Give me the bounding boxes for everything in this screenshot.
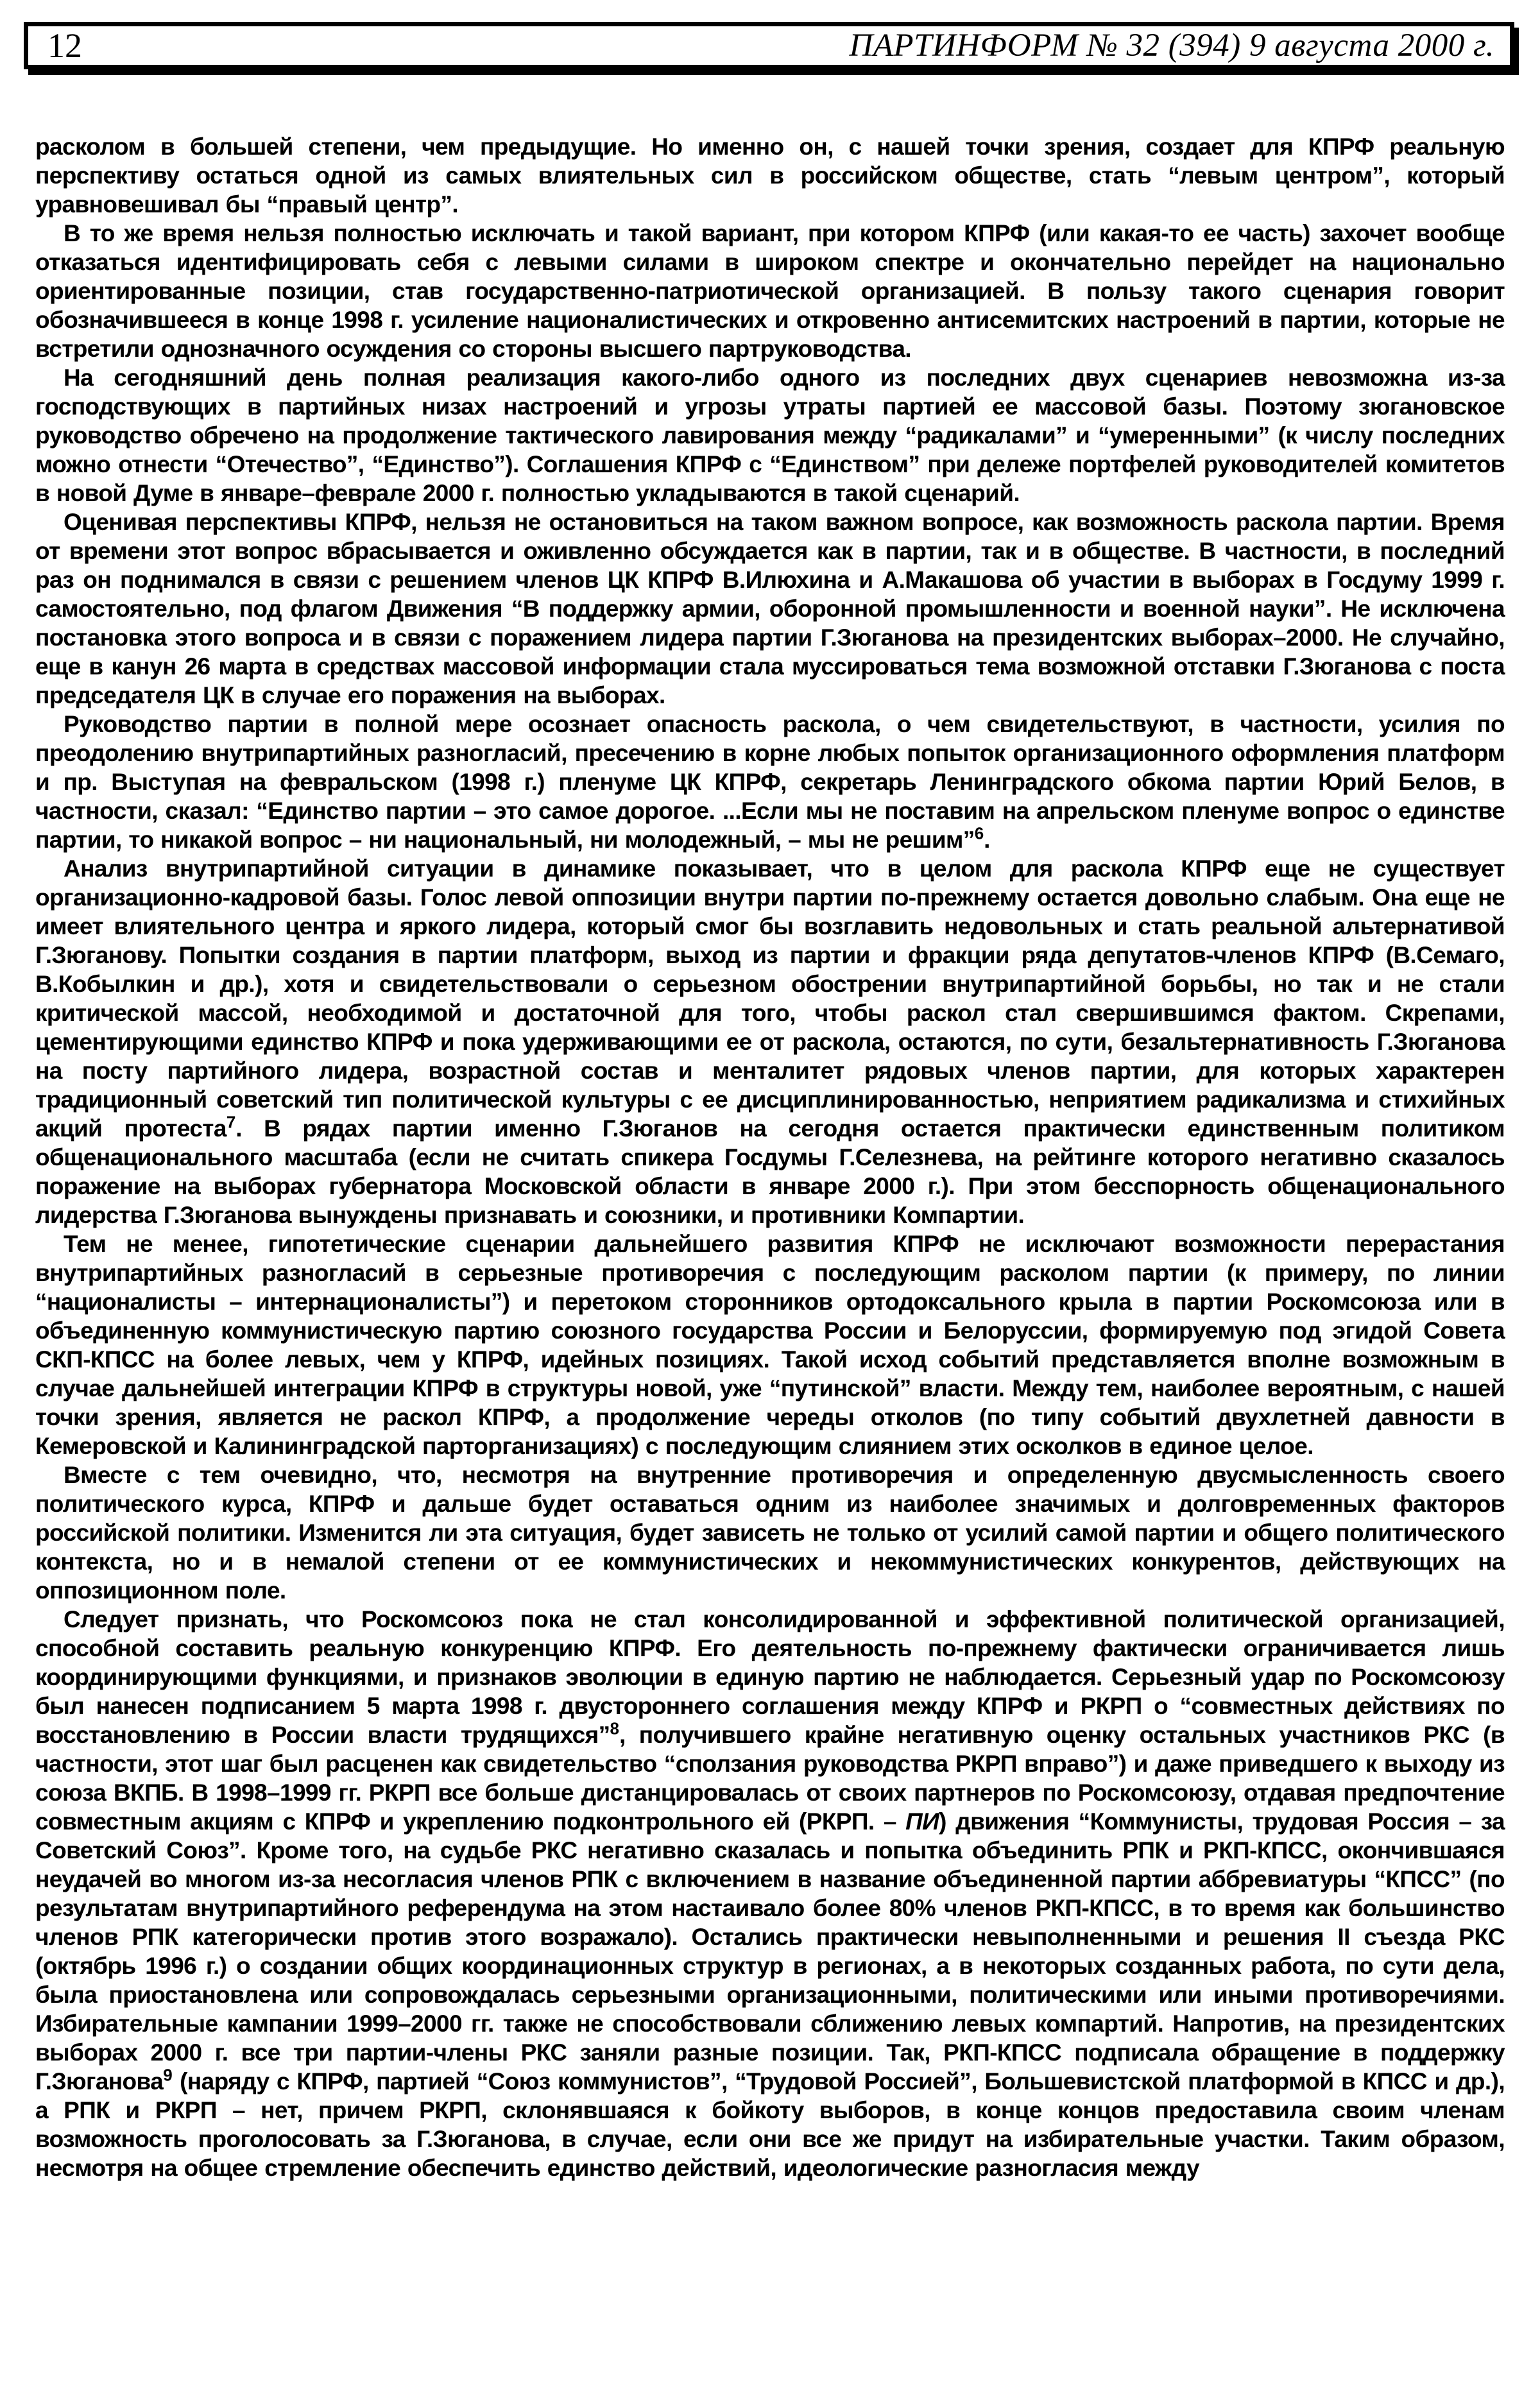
text-run: .	[984, 827, 990, 853]
paragraph	[35, 219, 1505, 363]
text-run: , получившего крайне негативную оценку остальных участников РКС (в частности, этот шаг был расценен как свидетельство “сползания руководства РКРП вправо”) и даже приведшего к выходу из союза ВКПБ. В 1998–1999 гг. РКРП все больше дистанцировалась от своих партнеров по Роскомсоюзу, отдавая предпочтение совместным акциям с КПРФ и укреплению подконтрольного ей (РКРП. –	[35, 1722, 1505, 1835]
text-run: ) движения “Коммунисты, трудовая Россия – за Советский Союз”. Кроме того, на судьбе РКС негативно сказалась и попытка объединить РПК и РКП-КПСС, окончившаяся неудачей во многом из-за несогласия членов РПК с включением в название объединенной партии аббревиатуры “КПСС” (по результатам внутрипартийного референдума на этом настаивало более 80% членов РКП-КПСС, в то время как большинство членов РПК категорически против этого возражало). Остались практически невыполненными и решения II съезда РКС (октябрь 1996 г.) о создании общих координационных структур в регионах, а в некоторых созданных работа, по сути дела, была приостановлена или сопровождалась серьезными организационными, политическими или иными противоречиями. Избирательные кампании 1999–2000 гг. также не способствовали сближению левых компартий. Напротив, на президентских выборах 2000 г. все три партии-члены РКС заняли разные позиции. Так, РКП-КПСС подписала обращение в поддержку Г.Зюганова	[35, 1808, 1505, 2095]
article-body	[35, 132, 1505, 2182]
paragraph	[35, 1230, 1505, 1461]
text-run: Следует признать, что Роскомсоюз пока не стал консолидированной и эффективной политической организацией, способной составить реальную конкуренцию КПРФ. Его деятельность по-прежнему фактически ограничивается лишь координирующими функциями, и признаков эволюции в единую партию не наблюдается. Серьезный удар по Роскомсоюзу был нанесен подписанием 5 марта 1998 г. двустороннего соглашения между КПРФ и РКРП о “совместных действиях по восстановлению в России власти трудящихся”	[35, 1606, 1505, 1748]
paragraph	[35, 1605, 1505, 2182]
paragraph	[35, 132, 1505, 219]
paragraph	[35, 363, 1505, 508]
text-run: . В рядах партии именно Г.Зюганов на сегодня остается практически единственным политиком общенационального масштаба (если не считать спикера Госдумы Г.Селезнева, на рейтинге которого негативно сказалось поражение на выборах губернатора Московской области в январе 2000 г.). При этом бесспорность общенационального лидерства Г.Зюганова вынуждены признавать и союзники, и противники Компартии.	[35, 1115, 1505, 1228]
paragraph	[35, 710, 1505, 854]
page-number: 12	[47, 26, 82, 65]
paragraph	[35, 508, 1505, 710]
text-run: Оценивая перспективы КПРФ, нельзя не остановиться на таком важном вопросе, как возможность раскола партии. Время от времени этот вопрос вбрасывается и оживленно обсуждается как в партии, так и в обществе. В частности, в последний раз он поднимался в связи с решением членов ЦК КПРФ В.Илюхина и А.Макашова об участии в выборах в Госдуму 1999 г. самостоятельно, под флагом Движения “В поддержку армии, оборонной промышленности и военной науки”. Не исключена постановка этого вопроса и в связи с поражением лидера партии Г.Зюганова на президентских выборах–2000. Не случайно, еще в канун 26 марта в средствах массовой информации стала муссироваться тема возможной отставки Г.Зюганова с поста председателя ЦК в случае его поражения на выборах.	[35, 509, 1505, 708]
text-run: расколом в большей степени, чем предыдущие. Но именно он, с нашей точки зрения, создает для КПРФ реальную перспективу остаться одной из самых влиятельных сил в российском обществе, стать “левым центром”, который уравновешивал бы “правый центр”.	[35, 133, 1505, 218]
issue-title: ПАРТИНФОРМ № 32 (394) 9 августа 2000 г.	[849, 27, 1494, 64]
text-run: В то же время нельзя полностью исключать и такой вариант, при котором КПРФ (или какая-то ее часть) захочет вообще отказаться идентифицировать себя с левыми силами в широком спектре и окончательно перейдет на национально ориентированные позиции, став государственно-патриотической организацией. В пользу такого сценария говорит обозначившееся в конце 1998 г. усиление националистических и откровенно антисемитских настроений в партии, которые не встретили однозначного осуждения со стороны высшего партруководства.	[35, 220, 1505, 362]
paragraph	[35, 854, 1505, 1230]
paragraph	[35, 1461, 1505, 1605]
text-run: Тем не менее, гипотетические сценарии дальнейшего развития КПРФ не исключают возможности перерастания внутрипартийных разногласий в серьезные противоречия с последующим расколом партии (к примеру, по линии “националисты – интернационалисты”) и перетоком сторонников ортодоксального крыла в партии Роскомсоюза или в объединенную коммунистическую партию союзного государства России и Белоруссии, формируемую под эгидой Совета СКП-КПСС на более левых, чем у КПРФ, идейных позициях. Такой исход событий представляется вполне возможным в случае дальнейшей интеграции КПРФ в структуры новой, уже “путинской” власти. Между тем, наиболее вероятным, с нашей точки зрения, является не раскол КПРФ, а продолжение череды отколов (по типу событий двухлетней давности в Кемеровской и Калининградской парторганизациях) с последующим слиянием этих осколков в единое целое.	[35, 1231, 1505, 1459]
text-run: Вместе с тем очевидно, что, несмотря на внутренние противоречия и определенную двусмысленность своего политического курса, КПРФ и дальше будет оставаться одним из наиболее значимых и долговременных факторов российской политики. Изменится ли эта ситуация, будет зависеть не только от усилий самой партии и общего политического контекста, но и в немалой степени от ее коммунистических и некоммунистических конкурентов, действующих на оппозиционном поле.	[35, 1462, 1505, 1604]
footnote-reference: 9	[163, 2065, 173, 2085]
footnote-reference: 8	[610, 1718, 620, 1738]
text-run: Анализ внутрипартийной ситуации в динамике показывает, что в целом для раскола КПРФ еще не существует организационно-кадровой базы. Голос левой оппозиции внутри партии по-прежнему остается довольно слабым. Она еще не имеет влиятельного центра и яркого лидера, который смог бы возглавить недовольных и стать реальной альтернативой Г.Зюганову. Попытки создания в партии платформ, выход из партии и фракции ряда депутатов-членов КПРФ (В.Семаго, В.Кобылкин и др.), хотя и свидетельствовали о серьезном обострении внутрипартийной борьбы, но так и не стали критической массой, необходимой и достаточной для того, чтобы раскол стал свершившимся фактом. Скрепами, цементирующими единство КПРФ и пока удерживающими ее от раскола, остаются, по сути, безальтернативность Г.Зюганова на посту партийного лидера, возрастной состав и менталитет рядовых членов партии, для которых характерен традиционный советский тип политической культуры с ее дисциплинированностью, неприятием радикализма и стихийных акций протеста	[35, 855, 1505, 1142]
text-run: (наряду с КПРФ, партией “Союз коммунистов”, “Трудовой Россией”, Большевистской платформой в КПСС и др.), а РПК и РКРП – нет, причем РКРП, склонявшаяся к бойкоту выборов, в конце концов предоставила своим членам возможность проголосовать за Г.Зюганова, в случае, если они все же придут на избирательные участки. Таким образом, несмотря на общее стремление обеспечить единство действий, идеологические разногласия между	[35, 2068, 1505, 2181]
text-run: Руководство партии в полной мере осознает опасность раскола, о чем свидетельствуют, в частности, усилия по преодолению внутрипартийных разногласий, пресечению в корне любых попыток организационного оформления платформ и пр. Выступая на февральском (1998 г.) пленуме ЦК КПРФ, секретарь Ленинградского обкома партии Юрий Белов, в частности, сказал: “Единство партии – это самое дорогое. ...Если мы не поставим на апрельском пленуме вопрос о единстве партии, то никакой вопрос – ни национальный, ни молодежный, – мы не решим”	[35, 711, 1505, 853]
footnote-reference: 7	[226, 1112, 236, 1132]
footnote-reference: 6	[974, 823, 984, 843]
text-run: На сегодняшний день полная реализация какого-либо одного из последних двух сценариев невозможна из-за господствующих в партийных низах настроений и угрозы утраты партией ее массовой базы. Поэтому зюгановское руководство обречено на продолжение тактического лавирования между “радикалами” и “умеренными” (к числу последних можно отнести “Отечество”, “Единство”). Соглашения КПРФ с “Единством” при дележе портфелей руководителей комитетов в новой Думе в январе–феврале 2000 г. полностью укладываются в такой сценарий.	[35, 364, 1505, 506]
italic-text: ПИ	[905, 1808, 939, 1835]
page-header	[24, 22, 1514, 69]
